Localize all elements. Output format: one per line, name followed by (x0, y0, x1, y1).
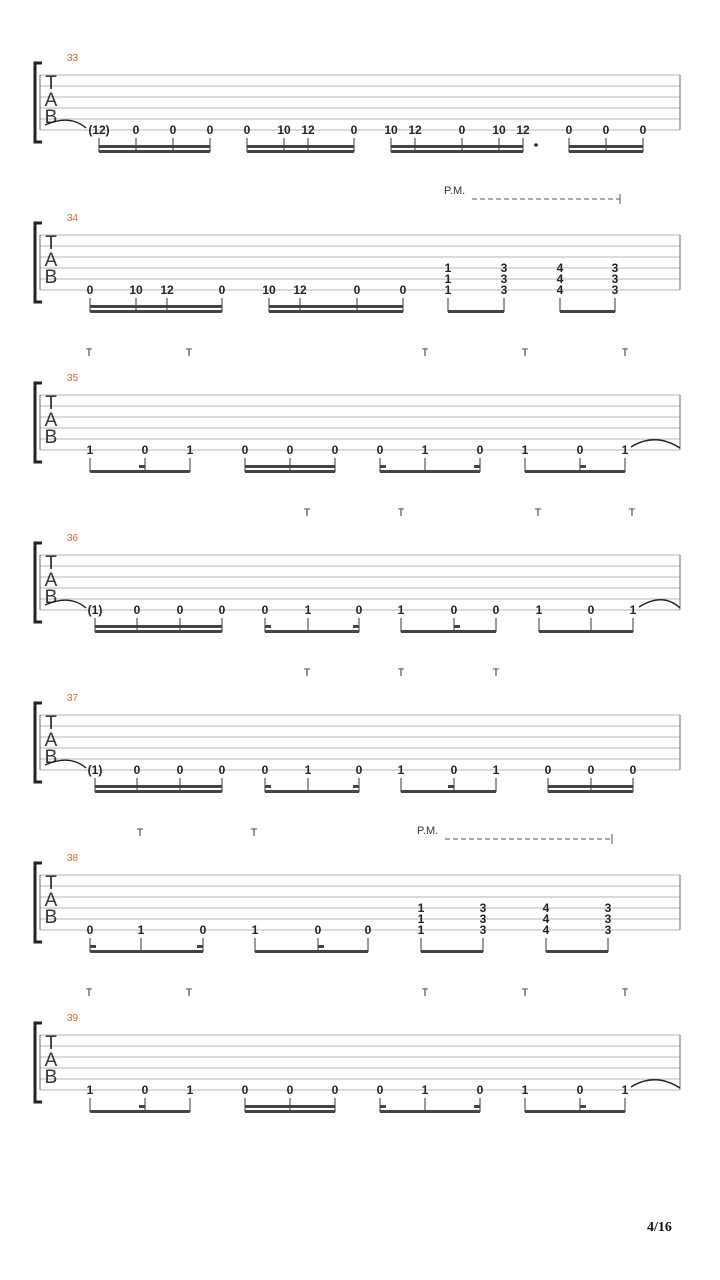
fret-number: 4 (556, 283, 564, 297)
beam (569, 150, 643, 153)
fret-number: 0 (629, 763, 637, 777)
fret-number: 0 (243, 123, 251, 137)
staff-system-35 (35, 347, 680, 473)
tab-clef-letter: T (45, 1033, 57, 1054)
fret-number: 10 (277, 123, 291, 137)
beam-partial (380, 1105, 386, 1108)
beam-secondary (269, 305, 403, 308)
beam (269, 310, 403, 313)
tap-marker: T (421, 347, 429, 359)
fret-number: 0 (350, 123, 358, 137)
beam-partial (474, 465, 480, 468)
tap-marker: T (521, 987, 529, 999)
beam-partial (380, 465, 386, 468)
tab-clef-letter: A (44, 1050, 58, 1071)
staff-system-38 (35, 825, 680, 953)
fret-number: 1 (492, 763, 500, 777)
measure-number: 33 (67, 53, 79, 64)
measure-number: 36 (67, 533, 79, 544)
beam-partial (265, 625, 271, 628)
beam (401, 790, 496, 793)
fret-number: 1 (621, 1083, 629, 1097)
tap-marker: T (534, 507, 542, 519)
fret-number: 0 (376, 443, 384, 457)
fret-number: 0 (476, 443, 484, 457)
beam-secondary (548, 785, 633, 788)
fret-number: 0 (176, 603, 184, 617)
fret-number: 1 (521, 443, 529, 457)
fret-number: 3 (500, 261, 508, 275)
fret-number: 1 (137, 923, 145, 937)
fret-number: 0 (286, 443, 294, 457)
beam-secondary (95, 625, 222, 628)
tab-clef-letter: B (44, 427, 58, 448)
measure-number: 35 (67, 373, 79, 384)
fret-number: 4 (542, 912, 550, 926)
tap-marker: T (185, 347, 193, 359)
tab-clef-letter: B (44, 107, 58, 128)
tap-marker: T (185, 987, 193, 999)
beam (255, 950, 368, 953)
beam (245, 470, 335, 473)
fret-number: 1 (304, 763, 312, 777)
fret-number: 0 (218, 603, 226, 617)
fret-number: 0 (450, 603, 458, 617)
fret-number: 3 (611, 261, 619, 275)
beam (245, 1110, 335, 1113)
tab-clef-letter: A (44, 410, 58, 431)
tab-clef-letter: B (44, 1067, 58, 1088)
tap-marker: T (303, 667, 311, 679)
fret-number: (12) (88, 123, 110, 137)
fret-number: 3 (500, 272, 508, 286)
beam-partial (302, 145, 308, 148)
fret-number: 12 (516, 123, 530, 137)
fret-number: 12 (408, 123, 422, 137)
beam (391, 150, 523, 153)
beam (265, 630, 359, 633)
measure-number: 37 (67, 693, 79, 704)
beam-secondary (245, 1105, 335, 1108)
fret-number: 1 (421, 443, 429, 457)
fret-number: 0 (141, 443, 149, 457)
tap-marker: T (621, 347, 629, 359)
fret-number: 0 (355, 763, 363, 777)
fret-number: 10 (384, 123, 398, 137)
fret-number: 10 (492, 123, 506, 137)
beam-partial (265, 785, 271, 788)
fret-number: 1 (86, 443, 94, 457)
fret-number: 0 (576, 443, 584, 457)
fret-number: 0 (133, 603, 141, 617)
fret-number: 0 (132, 123, 140, 137)
fret-number: 0 (206, 123, 214, 137)
fret-number: 1 (629, 603, 637, 617)
beam (421, 950, 483, 953)
fret-number: 1 (186, 443, 194, 457)
beam (95, 790, 222, 793)
fret-number: 0 (199, 923, 207, 937)
fret-number: 3 (479, 901, 487, 915)
tab-clef-letter: B (44, 747, 58, 768)
beam (546, 950, 608, 953)
tab-clef-letter: T (45, 553, 57, 574)
staff-system-37 (35, 667, 680, 793)
fret-number: 10 (262, 283, 276, 297)
beam-partial (517, 145, 523, 148)
tab-clef-letter: B (44, 907, 58, 928)
beam-partial (284, 145, 290, 148)
fret-number: 1 (621, 443, 629, 457)
beam-partial (580, 465, 586, 468)
fret-number: 0 (476, 1083, 484, 1097)
beam (265, 790, 359, 793)
fret-number: 10 (129, 283, 143, 297)
tab-clef-letter: A (44, 890, 58, 911)
beam (380, 470, 480, 473)
beam-partial (90, 945, 96, 948)
beam (90, 310, 222, 313)
fret-number: 1 (251, 923, 259, 937)
beam-secondary (247, 145, 354, 148)
beam-partial (318, 945, 324, 948)
tab-clef-letter: T (45, 73, 57, 94)
tab-clef-letter: T (45, 713, 57, 734)
rhythm-dot (534, 143, 538, 147)
fret-number: 0 (261, 763, 269, 777)
beam-partial (294, 305, 300, 308)
staff-system-36 (35, 507, 680, 633)
beam-secondary (95, 785, 222, 788)
beam (380, 1110, 480, 1113)
fret-number: 1 (417, 923, 425, 937)
fret-number: 4 (542, 923, 550, 937)
fret-number: 0 (241, 443, 249, 457)
tie-arc (631, 440, 680, 448)
beam (401, 630, 496, 633)
beam-secondary (391, 145, 523, 148)
fret-number: 0 (376, 1083, 384, 1097)
tie-arc (639, 600, 680, 608)
fret-number: 3 (479, 923, 487, 937)
fret-number: 0 (492, 603, 500, 617)
fret-number: 0 (587, 603, 595, 617)
tab-clef-letter: T (45, 873, 57, 894)
fret-number: 12 (293, 283, 307, 297)
beam-secondary (90, 305, 222, 308)
tab-clef-letter: A (44, 730, 58, 751)
fret-number: 0 (176, 763, 184, 777)
staff-system-39 (35, 987, 680, 1113)
fret-number: 0 (314, 923, 322, 937)
fret-number: 0 (576, 1083, 584, 1097)
fret-number: 0 (353, 283, 361, 297)
tab-clef-letter: B (44, 587, 58, 608)
tap-marker: T (85, 987, 93, 999)
tab-clef-letter: A (44, 570, 58, 591)
staff-system-34 (35, 185, 680, 313)
beam-partial (139, 465, 145, 468)
fret-number: 1 (417, 912, 425, 926)
fret-number: 0 (331, 1083, 339, 1097)
fret-number: 0 (364, 923, 372, 937)
beam-partial (139, 1105, 145, 1108)
beam-secondary (569, 145, 643, 148)
beam-secondary (245, 465, 335, 468)
beam (548, 790, 633, 793)
beam-partial (415, 145, 421, 148)
beam (247, 150, 354, 153)
palm-mute-label: P.M. (417, 825, 439, 837)
fret-number: 1 (521, 1083, 529, 1097)
measure-number: 39 (67, 1013, 79, 1024)
fret-number: 0 (261, 603, 269, 617)
tap-marker: T (250, 827, 258, 839)
fret-number: 3 (604, 912, 612, 926)
beam (90, 1110, 190, 1113)
fret-number: 0 (218, 763, 226, 777)
fret-number: (1) (87, 603, 103, 617)
fret-number: 4 (556, 272, 564, 286)
fret-number: 1 (417, 901, 425, 915)
fret-number: 0 (241, 1083, 249, 1097)
fret-number: 0 (544, 763, 552, 777)
tab-clef-letter: B (44, 267, 58, 288)
beam (90, 470, 190, 473)
tab-clef-letter: T (45, 393, 57, 414)
fret-number: 0 (450, 763, 458, 777)
fret-number: 1 (186, 1083, 194, 1097)
tap-marker: T (421, 987, 429, 999)
beam-partial (448, 785, 454, 788)
fret-number: 4 (542, 901, 550, 915)
fret-number: 1 (535, 603, 543, 617)
beam (539, 630, 633, 633)
fret-number: 0 (286, 1083, 294, 1097)
fret-number: 3 (604, 901, 612, 915)
beam (525, 470, 625, 473)
fret-number: 0 (86, 283, 94, 297)
fret-number: 0 (458, 123, 466, 137)
fret-number: 1 (421, 1083, 429, 1097)
fret-number: 0 (141, 1083, 149, 1097)
fret-number: 3 (604, 923, 612, 937)
fret-number: 3 (611, 272, 619, 286)
beam (95, 630, 222, 633)
beam-partial (161, 305, 167, 308)
tap-marker: T (397, 507, 405, 519)
fret-number: 1 (397, 603, 405, 617)
fret-number: 0 (86, 923, 94, 937)
fret-number: 12 (160, 283, 174, 297)
beam (525, 1110, 625, 1113)
fret-number: 0 (587, 763, 595, 777)
fret-number: 0 (331, 443, 339, 457)
measure-number: 38 (67, 853, 79, 864)
fret-number: 1 (444, 261, 452, 275)
tie-arc (631, 1080, 680, 1088)
beam-secondary (99, 145, 210, 148)
fret-number: 12 (301, 123, 315, 137)
fret-number: 0 (218, 283, 226, 297)
beam (560, 310, 615, 313)
tap-marker: T (397, 667, 405, 679)
fret-number: 4 (556, 261, 564, 275)
fret-number: 3 (611, 283, 619, 297)
fret-number: 3 (500, 283, 508, 297)
fret-number: 1 (86, 1083, 94, 1097)
beam-partial (474, 1105, 480, 1108)
beam-partial (353, 785, 359, 788)
beam-partial (353, 625, 359, 628)
tap-marker: T (521, 347, 529, 359)
fret-number: 0 (565, 123, 573, 137)
fret-number: 0 (602, 123, 610, 137)
tap-marker: T (303, 507, 311, 519)
tap-marker: T (628, 507, 636, 519)
page-number: 4/16 (647, 1220, 672, 1235)
fret-number: 1 (444, 283, 452, 297)
tab-clef-letter: A (44, 250, 58, 271)
beam (90, 950, 203, 953)
tab-clef-letter: A (44, 90, 58, 111)
fret-number: 0 (169, 123, 177, 137)
tap-marker: T (621, 987, 629, 999)
fret-number: (1) (87, 763, 103, 777)
beam-partial (197, 945, 203, 948)
fret-number: 0 (399, 283, 407, 297)
fret-number: 3 (479, 912, 487, 926)
beam (99, 150, 210, 153)
palm-mute-label: P.M. (444, 185, 466, 197)
tap-marker: T (492, 667, 500, 679)
fret-number: 0 (133, 763, 141, 777)
fret-number: 1 (444, 272, 452, 286)
tap-marker: T (85, 347, 93, 359)
beam (448, 310, 504, 313)
beam-partial (454, 625, 460, 628)
tap-marker: T (136, 827, 144, 839)
tab-clef-letter: T (45, 233, 57, 254)
fret-number: 1 (304, 603, 312, 617)
fret-number: 0 (639, 123, 647, 137)
measure-number: 34 (67, 213, 79, 224)
fret-number: 0 (355, 603, 363, 617)
beam-partial (580, 1105, 586, 1108)
fret-number: 1 (397, 763, 405, 777)
staff-system-33 (35, 53, 680, 153)
